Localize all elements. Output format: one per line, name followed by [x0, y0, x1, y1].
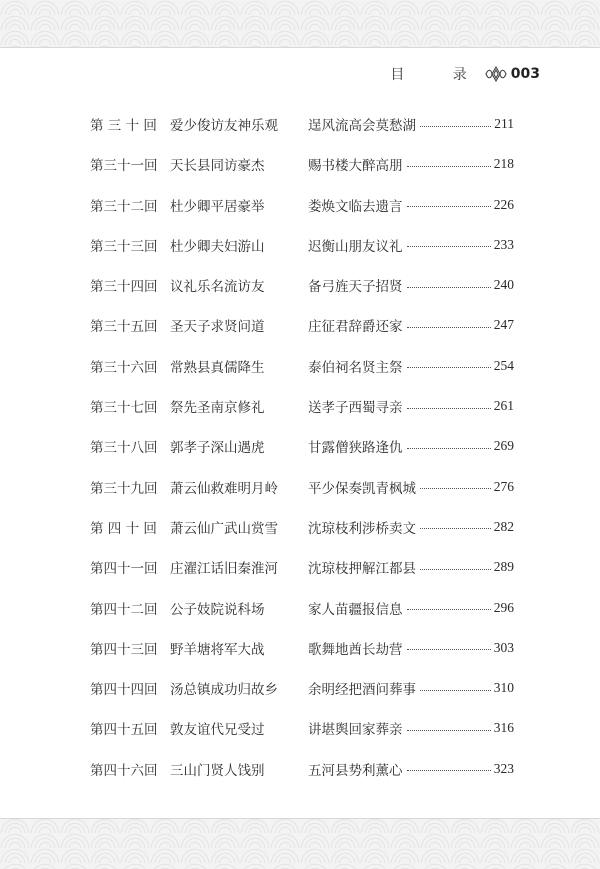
table-of-contents — [90, 114, 514, 799]
page-reference: 218 — [493, 156, 514, 172]
chapter-title-first-line: 圣天子求贤问道 — [170, 319, 265, 336]
dot-leader — [420, 125, 491, 127]
chapter-title-first-line: 汤总镇成功归故乡 — [170, 682, 278, 699]
page-reference: 261 — [493, 398, 514, 414]
chapter-title-second-line: 迟衡山朋友议礼 — [308, 238, 403, 255]
page-reference: 233 — [493, 236, 514, 252]
toc-entry[interactable] — [90, 598, 514, 618]
page-reference: 310 — [493, 680, 514, 696]
toc-entry[interactable] — [90, 718, 514, 738]
chapter-title-second-line: 庄征君辞爵还家 — [308, 319, 403, 336]
dot-leader — [407, 366, 491, 368]
page-reference: 226 — [493, 196, 514, 212]
chapter-title-first-line: 议礼乐名流访友 — [170, 279, 265, 296]
chapter-title-second-line: 娄焕文临去遗言 — [308, 198, 403, 215]
toc-entry[interactable] — [90, 436, 514, 456]
dot-leader — [407, 326, 491, 328]
dot-leader — [420, 568, 491, 570]
chapter-title-second-line: 送孝子西蜀寻亲 — [308, 400, 403, 417]
chapter-title-first-line: 杜少卿平居豪举 — [170, 198, 265, 215]
dot-leader — [420, 527, 491, 529]
toc-entry[interactable] — [90, 195, 514, 215]
page-reference: 296 — [493, 599, 514, 615]
chapter-title-second-line: 备弓旌天子招贤 — [308, 279, 403, 296]
dot-leader — [407, 205, 491, 207]
page-reference: 276 — [493, 478, 514, 494]
toc-entry[interactable] — [90, 315, 514, 335]
chapter-title-first-line: 郭孝子深山遇虎 — [170, 440, 265, 457]
dot-leader — [407, 447, 491, 449]
chapter-title-second-line: 余明经把酒问葬事 — [308, 682, 416, 699]
dot-leader — [407, 286, 491, 288]
chapter-title-second-line: 赐书楼大醉高朋 — [308, 158, 403, 175]
chapter-number: 第三十七回 — [90, 400, 158, 417]
toc-entry[interactable] — [90, 396, 514, 416]
toc-entry[interactable] — [90, 638, 514, 658]
dot-leader — [407, 648, 491, 650]
chapter-title-second-line: 家人苗疆报信息 — [308, 601, 403, 618]
page-reference: 240 — [493, 277, 514, 293]
chapter-number: 第三十二回 — [90, 198, 158, 215]
page-reference: 247 — [493, 317, 514, 333]
chapter-number: 第四十五回 — [90, 722, 158, 739]
toc-entry[interactable] — [90, 235, 514, 255]
bottom-decorative-band — [0, 818, 600, 869]
chapter-title-second-line: 讲堪舆回家葬亲 — [308, 722, 403, 739]
chapter-number: 第四十六回 — [90, 762, 158, 779]
chapter-title-second-line: 泰伯祠名贤主祭 — [308, 359, 403, 376]
chapter-title-first-line: 天长县同访豪杰 — [170, 158, 265, 175]
chapter-title-first-line: 三山门贤人饯别 — [170, 762, 265, 779]
toc-entry[interactable] — [90, 557, 514, 577]
chapter-title-second-line: 沈琼枝利涉桥卖文 — [308, 520, 416, 537]
page-number: 003 — [510, 66, 540, 82]
chapter-title-first-line: 杜少卿夫妇游山 — [170, 238, 265, 255]
toc-heading: 目 录 — [390, 67, 489, 83]
chapter-title-first-line: 萧云仙广武山赏雪 — [170, 520, 278, 537]
page-reference: 254 — [493, 357, 514, 373]
chapter-title-second-line: 平少保奏凯青枫城 — [308, 480, 416, 497]
dot-leader — [407, 165, 491, 167]
chapter-number: 第三十三回 — [90, 238, 158, 255]
dot-leader — [407, 407, 491, 409]
dot-leader — [407, 245, 491, 247]
ornament-icon — [485, 66, 507, 82]
top-decorative-band — [0, 0, 600, 48]
page-reference: 211 — [494, 116, 514, 131]
dot-leader — [407, 769, 491, 771]
page-reference: 303 — [493, 639, 514, 655]
page-reference: 289 — [493, 559, 514, 575]
toc-entry[interactable] — [90, 356, 514, 376]
toc-entry[interactable] — [90, 477, 514, 497]
toc-entry[interactable] — [90, 678, 514, 698]
chapter-title-second-line: 歌舞地酋长劫营 — [308, 641, 403, 658]
chapter-title-first-line: 野羊塘将军大战 — [170, 641, 265, 658]
chapter-title-first-line: 庄濯江话旧秦淮河 — [170, 561, 278, 578]
chapter-title-first-line: 萧云仙救难明月岭 — [170, 480, 278, 497]
chapter-number: 第 四 十 回 — [90, 520, 157, 537]
chapter-number: 第四十四回 — [90, 682, 158, 699]
toc-entry[interactable] — [90, 759, 514, 779]
page-reference: 282 — [493, 518, 514, 534]
toc-entry[interactable] — [90, 154, 514, 174]
chapter-title-first-line: 敦友谊代兄受过 — [170, 722, 265, 739]
chapter-number: 第三十九回 — [90, 480, 158, 497]
chapter-number: 第四十三回 — [90, 641, 158, 658]
chapter-title-first-line: 常熟县真儒降生 — [170, 359, 265, 376]
chapter-number: 第四十一回 — [90, 561, 158, 578]
page-reference: 269 — [493, 438, 514, 454]
page-reference: 316 — [493, 720, 514, 736]
chapter-number: 第 三 十 回 — [90, 118, 157, 134]
chapter-title-second-line: 五河县势利薰心 — [308, 762, 403, 779]
chapter-number: 第三十八回 — [90, 440, 158, 457]
dot-leader — [420, 689, 491, 691]
chapter-number: 第三十五回 — [90, 319, 158, 336]
toc-entry[interactable] — [90, 275, 514, 295]
chapter-title-first-line: 祭先圣南京修礼 — [170, 400, 265, 417]
chapter-title-second-line: 甘露僧狭路逢仇 — [308, 440, 403, 457]
chapter-number: 第三十四回 — [90, 279, 158, 296]
chapter-number: 第四十二回 — [90, 601, 158, 618]
dot-leader — [407, 729, 491, 731]
chapter-title-first-line: 公子妓院说科场 — [170, 601, 265, 618]
toc-entry[interactable] — [90, 517, 514, 537]
dot-leader — [407, 608, 491, 610]
dot-leader — [420, 487, 491, 489]
chapter-title-second-line: 沈琼枝押解江都县 — [308, 561, 416, 578]
page-reference: 323 — [493, 760, 514, 776]
chapter-title-first-line: 爱少俊访友神乐观 — [170, 118, 278, 134]
chapter-title-second-line: 逞风流高会莫愁湖 — [308, 118, 416, 134]
toc-entry[interactable] — [90, 114, 514, 134]
page-header — [390, 64, 540, 84]
chapter-number: 第三十六回 — [90, 359, 158, 376]
chapter-number: 第三十一回 — [90, 158, 158, 175]
